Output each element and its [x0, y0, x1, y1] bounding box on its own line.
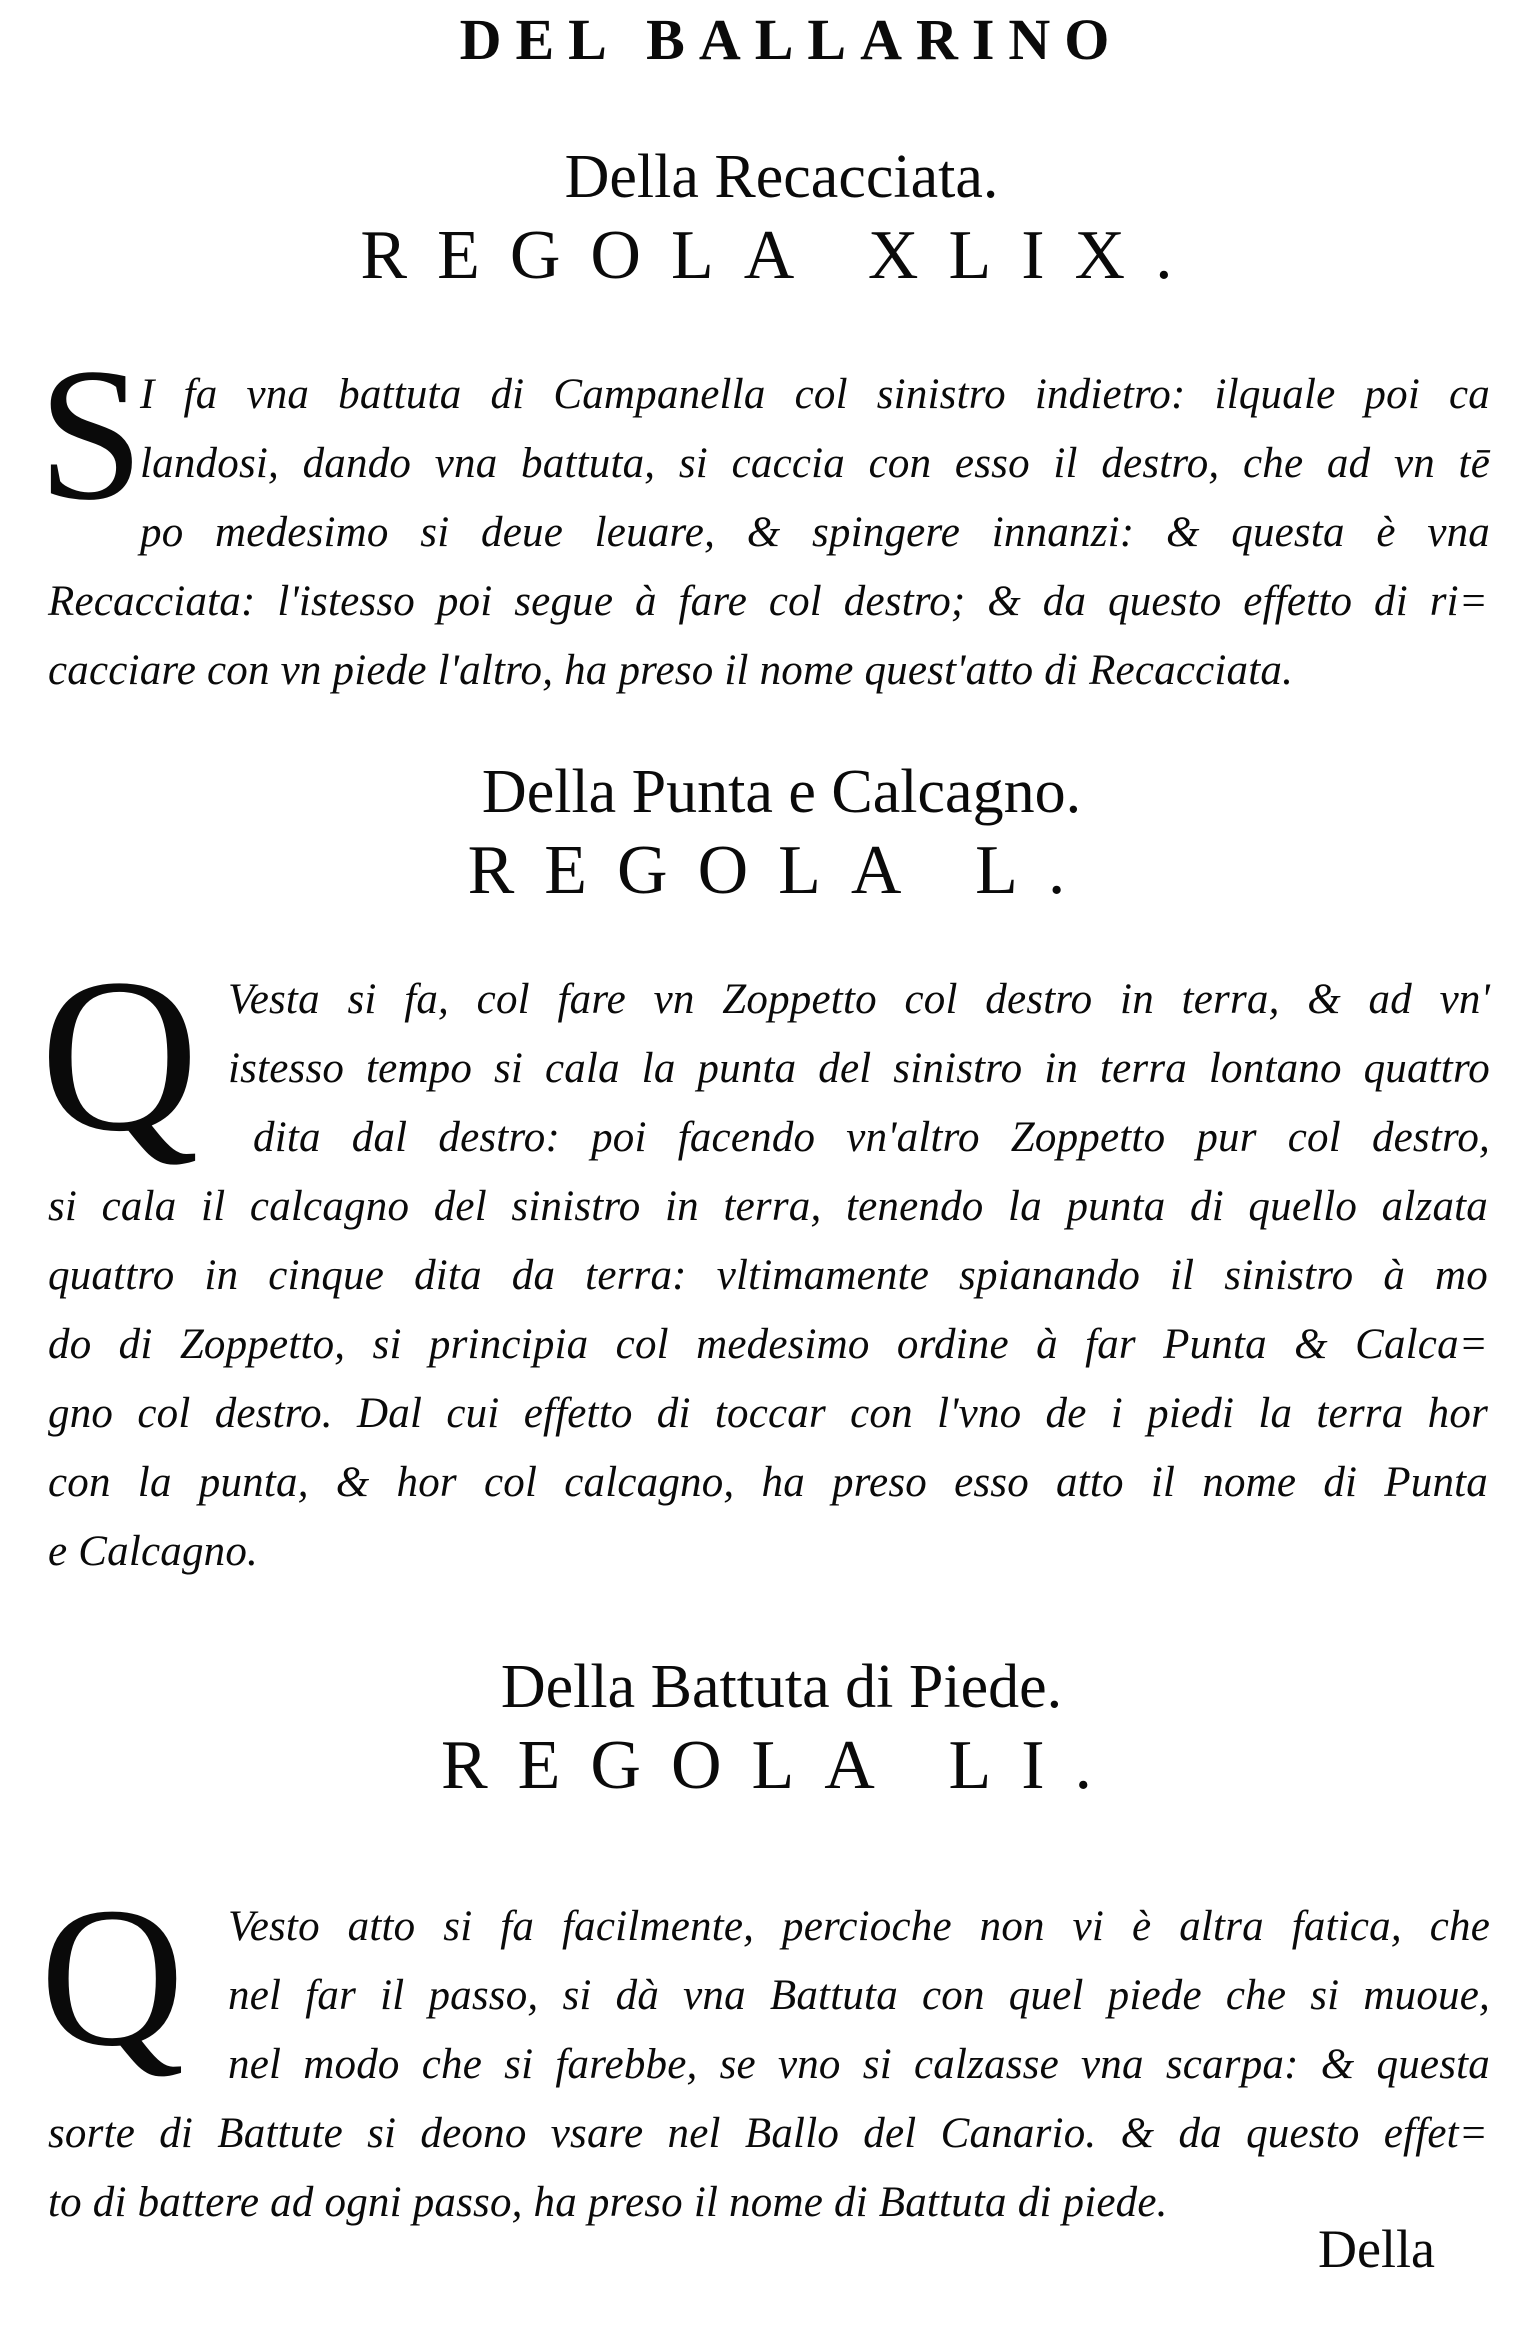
body-line: Vesta si fa, col fare vn Zoppetto col destro in terra, & ad vn': [228, 976, 1490, 1023]
body-line: si cala il calcagno del sinistro in terra, tenendo la punta di quello alzata: [48, 1183, 1488, 1230]
body-line: po medesimo si deue leuare, & spingere innanzi: & questa è vna: [140, 509, 1490, 556]
section-recacciata: [0, 140, 1523, 298]
section-body: [48, 360, 1488, 705]
body-line: nel far il passo, si dà vna Battuta con quel piede che si muoue,: [228, 1972, 1490, 2019]
section-battuta-piede: [0, 1650, 1523, 1808]
section-title: Della Battuta di Piede.: [500, 1653, 1063, 1721]
section-title: Della Punta e Calcagno.: [481, 758, 1082, 826]
body-line: nel modo che si farebbe, se vno si calzasse vna scarpa: & questa: [228, 2041, 1490, 2088]
body-line: con la punta, & hor col calcagno, ha preso esso atto il nome di Punta: [48, 1459, 1488, 1506]
body-line: quattro in cinque dita da terra: vltimamente spianando il sinistro à mo: [48, 1252, 1488, 1299]
running-head: DEL BALLARINO: [459, 7, 1124, 72]
section-punta-calcagno: [0, 755, 1523, 913]
section-body: [48, 1892, 1488, 2237]
section-rule-number: REGOLA LI.: [440, 1727, 1123, 1804]
body-line: to di battere ad ogni passo, ha preso il nome di Battuta di piede.: [48, 2179, 1168, 2226]
dropcap-letter: S: [38, 330, 144, 540]
body-line: Recacciata: l'istesso poi segue à fare col destro; & da questo effetto di ri=: [48, 578, 1488, 625]
body-line: istesso tempo si cala la punta del sinistro in terra lontano quattro: [228, 1045, 1490, 1092]
body-line: e Calcagno.: [48, 1528, 258, 1575]
dropcap-letter: Q: [40, 933, 199, 1177]
body-line: sorte di Battute si deono vsare nel Ballo del Canario. & da questo effet=: [48, 2110, 1488, 2157]
body-line: landosi, dando vna battuta, si caccia con esso il destro, che ad vn tē: [140, 440, 1490, 487]
section-rule-number: REGOLA L.: [467, 832, 1096, 909]
dropcap-letter: Q: [40, 1867, 185, 2088]
section-body: [48, 965, 1488, 1586]
body-line: do di Zoppetto, si principia col medesimo ordine à far Punta & Calca=: [48, 1321, 1488, 1368]
section-rule-number: REGOLA XLIX.: [360, 217, 1203, 294]
body-line: gno col destro. Dal cui effetto di toccar con l'vno de i piedi la terra hor: [48, 1390, 1488, 1437]
body-line: cacciare con vn piede l'altro, ha preso il nome quest'atto di Recacciata.: [48, 647, 1294, 694]
catchword: Della: [1318, 2219, 1435, 2279]
body-line: I fa vna battuta di Campanella col sinistro indietro: ilquale poi ca: [140, 371, 1490, 418]
body-line: dita dal destro: poi facendo vn'altro Zoppetto pur col destro,: [253, 1114, 1490, 1161]
body-line: Vesto atto si fa facilmente, percioche non vi è altra fatica, che: [228, 1903, 1490, 1950]
section-title: Della Recacciata.: [564, 143, 999, 211]
